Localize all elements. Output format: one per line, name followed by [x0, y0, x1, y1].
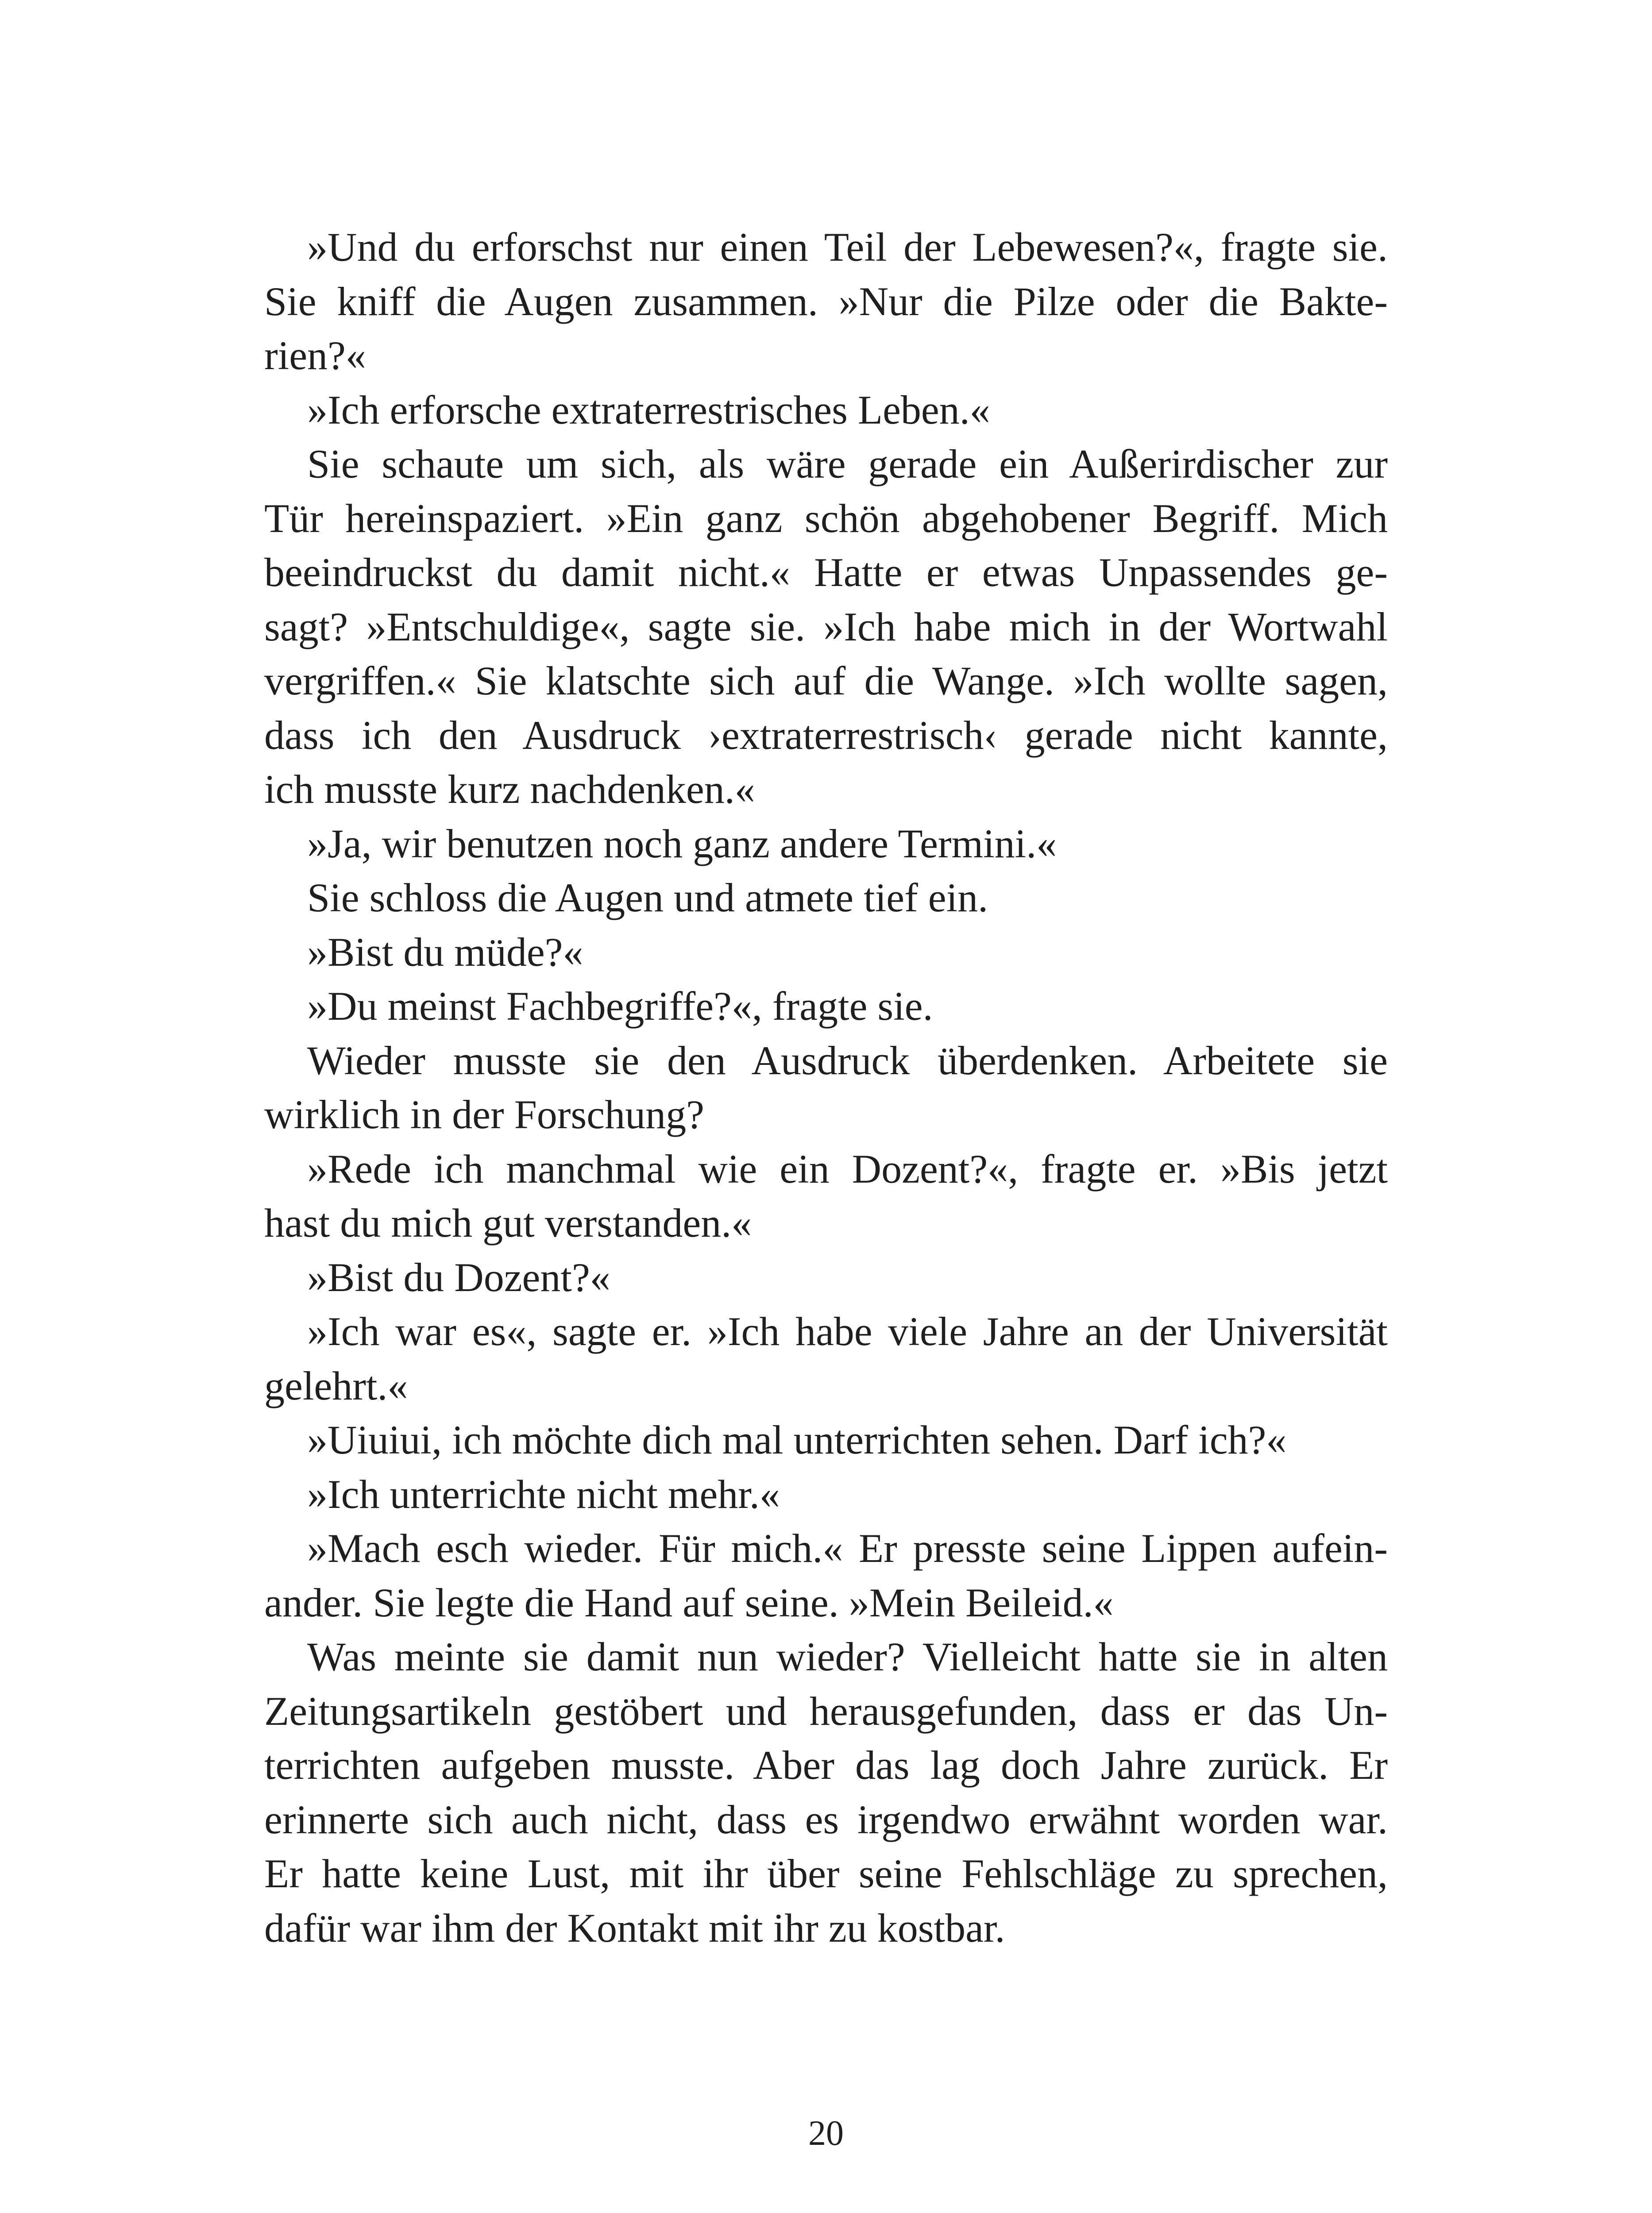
text-line: beeindruckst du damit nicht.« Hatte er etwas Unpassendes ge- — [264, 550, 1388, 595]
text-line: »Rede ich manchmal wie ein Dozent?«, fragte er. »Bis jetzt — [307, 1146, 1388, 1191]
body-text — [264, 220, 1388, 1955]
text-line: ander. Sie legte die Hand auf seine. »Mein Beileid.« — [264, 1580, 1114, 1625]
text-line: Er hatte keine Lust, mit ihr über seine Fehlschläge zu sprechen, — [264, 1851, 1388, 1896]
text-line: dass ich den Ausdruck ›extraterrestrisch‹ gerade nicht kannte, — [264, 712, 1388, 758]
text-line: terrichten aufgeben musste. Aber das lag doch Jahre zurück. Er — [264, 1743, 1388, 1788]
text-line: wirklich in der Forschung? — [264, 1092, 704, 1137]
text-line: »Ich unterrichte nicht mehr.« — [307, 1471, 780, 1517]
text-line: Sie kniff die Augen zusammen. »Nur die Pilze oder die Bakte- — [264, 278, 1388, 324]
text-line: »Bist du Dozent?« — [307, 1254, 610, 1300]
text-line: »Mach esch wieder. Für mich.« Er presste seine Lippen aufein- — [307, 1526, 1388, 1571]
text-line: Tür hereinspaziert. »Ein ganz schön abgehobener Begriff. Mich — [264, 495, 1388, 541]
text-line: hast du mich gut verstanden.« — [264, 1200, 752, 1245]
text-line: dafür war ihm der Kontakt mit ihr zu kostbar. — [264, 1905, 1005, 1951]
text-line: »Uiuiui, ich möchte dich mal unterrichten sehen. Darf ich?« — [307, 1417, 1287, 1462]
text-line: ich musste kurz nachdenken.« — [264, 767, 755, 812]
text-line: Zeitungsartikeln gestöbert und herausgefunden, dass er das Un- — [264, 1688, 1388, 1734]
text-line: vergriffen.« Sie klatschte sich auf die Wange. »Ich wollte sagen, — [264, 658, 1388, 703]
text-line: »Du meinst Fachbegriffe?«, fragte sie. — [307, 983, 933, 1029]
text-line: Sie schaute um sich, als wäre gerade ein Außerirdischer zur — [307, 441, 1388, 486]
text-line: »Ich erforsche extraterrestrisches Leben.« — [307, 387, 990, 432]
text-line: gelehrt.« — [264, 1363, 408, 1408]
page-number: 20 — [808, 2114, 844, 2153]
text-line: »Ja, wir benutzen noch ganz andere Termini.« — [307, 821, 1057, 866]
text-line: »Und du erforschst nur einen Teil der Lebewesen?«, fragte sie. — [307, 224, 1388, 270]
text-line: »Bist du müde?« — [307, 929, 583, 975]
text-line: Sie schloss die Augen und atmete tief ein. — [307, 875, 988, 920]
text-line: Wieder musste sie den Ausdruck überdenken. Arbeitete sie — [307, 1037, 1388, 1083]
text-line: rien?« — [264, 333, 366, 378]
text-line: erinnerte sich auch nicht, dass es irgendwo erwähnt worden war. — [264, 1797, 1388, 1842]
text-line: sagt? »Entschuldige«, sagte sie. »Ich habe mich in der Wortwahl — [264, 604, 1388, 649]
text-line: Was meinte sie damit nun wieder? Vielleicht hatte sie in alten — [307, 1634, 1388, 1679]
text-line: »Ich war es«, sagte er. »Ich habe viele Jahre an der Universität — [307, 1309, 1388, 1354]
